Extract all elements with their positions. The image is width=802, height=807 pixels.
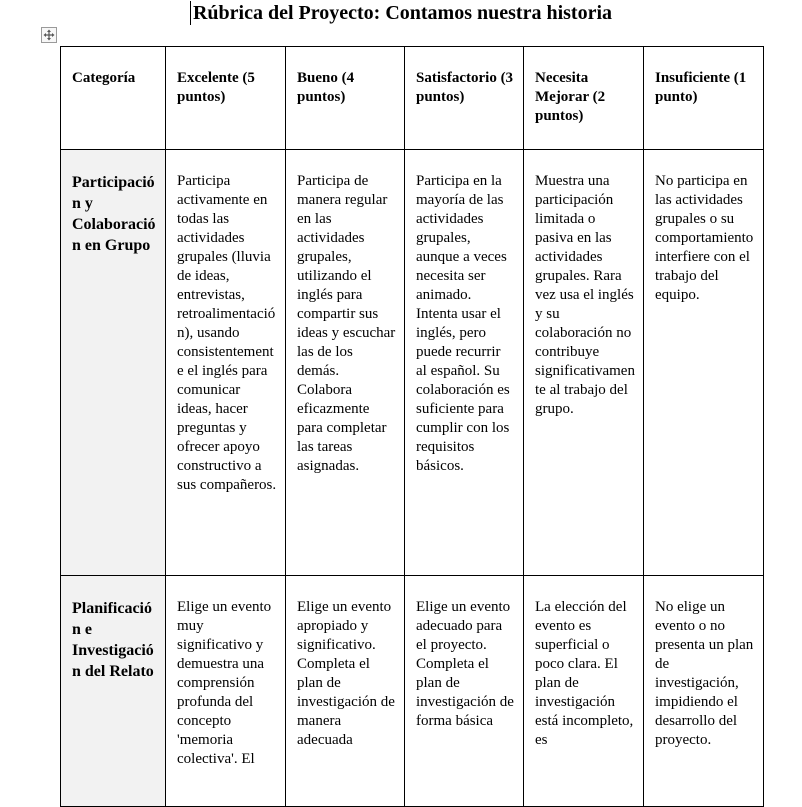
header-cell-bueno[interactable]: Bueno (4 puntos)	[286, 47, 405, 150]
table-row	[61, 576, 764, 807]
header-cell-category[interactable]: Categoría	[61, 47, 166, 150]
category-cell[interactable]: Planificación e Investigación del Relato	[61, 576, 166, 807]
title-area	[0, 0, 802, 30]
table-row	[61, 150, 764, 576]
table-move-handle[interactable]	[41, 27, 57, 43]
document-title[interactable]: Rúbrica del Proyecto: Contamos nuestra historia	[190, 1, 612, 25]
criteria-cell[interactable]: La elección del evento es superficial o poco clara. El plan de investigación está incompleto, es	[524, 576, 644, 807]
criteria-cell[interactable]: Muestra una participación limitada o pasiva en las actividades grupales. Rara vez usa el inglés y su colaboración no contribuye significativamente al trabajo del grupo.	[524, 150, 644, 576]
header-cell-insuficiente[interactable]: Insuficiente (1 punto)	[644, 47, 764, 150]
header-cell-satisfactorio[interactable]: Satisfactorio (3 puntos)	[405, 47, 524, 150]
criteria-cell[interactable]: Elige un evento apropiado y significativo. Completa el plan de investigación de manera adecuada	[286, 576, 405, 807]
criteria-cell[interactable]: No elige un evento o no presenta un plan de investigación, impidiendo el desarrollo del proyecto.	[644, 576, 764, 807]
criteria-cell[interactable]: Elige un evento muy significativo y demuestra una comprensión profunda del concepto 'memoria colectiva'. El	[166, 576, 286, 807]
table-header-row	[61, 47, 764, 150]
category-cell[interactable]: Participación y Colaboración en Grupo	[61, 150, 166, 576]
rubric-table	[60, 46, 764, 807]
criteria-cell[interactable]: Participa activamente en todas las actividades grupales (lluvia de ideas, entrevistas, retroalimentación), usando consistentemente el inglés para comunicar ideas, hacer preguntas y ofrecer apoyo constructivo a sus compañeros.	[166, 150, 286, 576]
header-cell-necesita-mejorar[interactable]: Necesita Mejorar (2 puntos)	[524, 47, 644, 150]
criteria-cell[interactable]: Participa de manera regular en las actividades grupales, utilizando el inglés para compartir sus ideas y escuchar las de los demás. Colabora eficazmente para completar las tareas asignadas.	[286, 150, 405, 576]
criteria-cell[interactable]: Participa en la mayoría de las actividades grupales, aunque a veces necesita ser animado. Intenta usar el inglés, pero puede recurrir al español. Su colaboración es suficiente para cumplir con los requisitos básicos.	[405, 150, 524, 576]
criteria-cell[interactable]: Elige un evento adecuado para el proyecto. Completa el plan de investigación de forma básica	[405, 576, 524, 807]
header-cell-excelente[interactable]: Excelente (5 puntos)	[166, 47, 286, 150]
criteria-cell[interactable]: No participa en las actividades grupales o su comportamiento interfiere con el trabajo del equipo.	[644, 150, 764, 576]
four-way-arrow-icon	[43, 29, 55, 41]
